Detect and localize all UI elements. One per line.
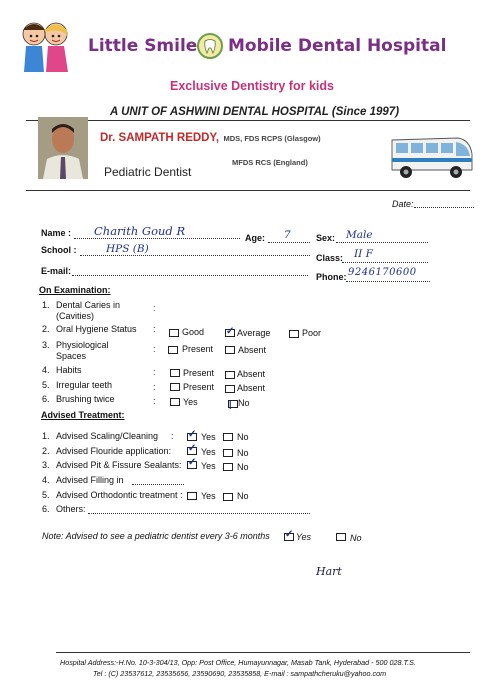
exam-5-present-checkbox[interactable] <box>170 383 180 391</box>
treat-5-no-label: No <box>237 491 249 501</box>
exam-2-colon: : <box>153 324 156 334</box>
note-text: Note: Advised to see a pediatric dentist every 3-6 months <box>42 531 270 541</box>
kids-logo <box>14 16 80 78</box>
exam-2-average-label: Average <box>237 328 271 338</box>
sex-label: Sex: <box>316 233 336 243</box>
doctor-quals: MDS, FDS RCPS (Glasgow) <box>223 134 321 143</box>
treat-4-line <box>132 484 184 485</box>
treat-5-num: 5. <box>42 490 50 500</box>
name-label: Name : <box>41 228 72 238</box>
exam-4-num: 4. <box>42 365 50 375</box>
treat-1-colon: : <box>171 431 174 441</box>
header-rule <box>26 120 470 121</box>
school-line <box>80 255 310 256</box>
exam-2-good-checkbox[interactable] <box>169 329 179 337</box>
tooth-logo-icon <box>196 32 224 60</box>
treat-2-yes-check-mark-icon: ✓ <box>188 443 197 454</box>
exam-6-no-label: No <box>238 398 250 408</box>
date-line <box>414 207 474 208</box>
school-label: School : <box>41 245 77 255</box>
doctor-name: Dr. SAMPATH REDDY, <box>100 132 220 144</box>
email-label: E-mail: <box>41 266 72 276</box>
exam-6-label: Brushing twice <box>56 394 115 404</box>
exam-1-label: Dental Caries in <box>56 300 121 310</box>
exam-5-absent-label: Absent <box>237 383 266 393</box>
exam-3-present-label: Present <box>182 344 214 354</box>
name-line <box>74 238 240 239</box>
treat-3-yes-label: Yes <box>201 461 216 471</box>
doctor-quals-2: MFDS RCS (England) <box>232 158 308 167</box>
treat-6-label: Others: <box>56 504 86 514</box>
treat-1-no-label: No <box>237 432 249 442</box>
bus-illustration <box>388 132 474 180</box>
exam-2-poor-checkbox[interactable] <box>289 330 299 338</box>
exam-6-num: 6. <box>42 394 50 404</box>
exam-5-absent-checkbox[interactable] <box>225 385 235 393</box>
exam-4-label: Habits <box>56 365 82 375</box>
exam-2-average-check-mark-icon: ✓ <box>226 326 235 337</box>
note-yes-label: Yes <box>296 532 312 542</box>
exam-6-colon: : <box>153 396 156 406</box>
exam-3-label2: Spaces <box>56 351 87 361</box>
treat-1-num: 1. <box>42 431 50 441</box>
treat-1-no-checkbox[interactable] <box>223 433 233 441</box>
phone-value: 9246170600 <box>348 267 417 278</box>
sex-value: Male <box>346 229 373 241</box>
exam-3-colon: : <box>153 344 156 354</box>
exam-4-absent-label: Absent <box>237 369 266 379</box>
footer-rule <box>56 652 470 653</box>
exam-6-yes-label: Yes <box>183 397 198 407</box>
class-line <box>342 262 428 263</box>
date-label: Date: <box>392 199 414 209</box>
treat-5-yes-checkbox[interactable] <box>187 492 197 500</box>
age-line <box>268 242 310 243</box>
exam-2-label: Oral Hygiene Status <box>56 324 137 334</box>
doctor-name-line <box>100 128 321 146</box>
exam-1-colon: : <box>153 303 156 313</box>
exam-5-present-label: Present <box>183 382 215 392</box>
treat-5-no-checkbox[interactable] <box>223 493 233 501</box>
treat-3-no-label: No <box>237 462 249 472</box>
exam-4-present-checkbox[interactable] <box>170 369 180 377</box>
treat-2-num: 2. <box>42 446 50 456</box>
treat-3-yes-check-mark-icon: ✓ <box>188 457 197 468</box>
exam-4-colon: : <box>153 367 156 377</box>
footer-contact: Tel : (C) 23537612, 23535656, 23590690, 23535858, E-mail : sampathcheruku@yahoo.com <box>93 669 387 678</box>
exam-3-present-checkbox[interactable] <box>168 346 178 354</box>
signature: Hart <box>316 565 342 578</box>
exam-6-no-check-mark-icon: | <box>229 399 232 409</box>
exam-3-absent-label: Absent <box>238 345 267 355</box>
exam-4-absent-checkbox[interactable] <box>225 371 235 379</box>
note-no-checkbox[interactable] <box>336 533 346 541</box>
examination-heading: On Examination: <box>39 285 111 295</box>
exam-3-absent-checkbox[interactable] <box>225 346 235 354</box>
treat-3-num: 3. <box>42 460 50 470</box>
exam-4-present-label: Present <box>183 368 215 378</box>
treat-4-label: Advised Filling in <box>56 475 124 485</box>
phone-label: Phone: <box>316 272 347 282</box>
age-value: 7 <box>284 229 291 241</box>
brand-title-right: Mobile Dental Hospital <box>228 36 447 56</box>
exam-1-label2: (Cavities) <box>56 311 95 321</box>
phone-line <box>346 281 430 282</box>
exam-3-label: Physiological <box>56 340 109 350</box>
treat-2-no-label: No <box>237 448 249 458</box>
exam-1-num: 1. <box>42 300 50 310</box>
exam-6-yes-checkbox[interactable] <box>170 398 180 406</box>
treat-1-yes-check-mark-icon: ✓ <box>188 429 197 440</box>
treat-5-label: Advised Orthodontic treatment : <box>56 490 183 500</box>
class-label: Class: <box>316 253 344 263</box>
sex-line <box>336 242 428 243</box>
email-line <box>72 275 308 276</box>
school-value: HPS (B) <box>106 243 149 255</box>
note-yes-check-mark-icon: ✓ <box>285 529 294 540</box>
unit-line: A UNIT OF ASHWINI DENTAL HOSPITAL (Since 1997) <box>110 106 400 118</box>
treat-4-num: 4. <box>42 475 50 485</box>
footer-address: Hospital Address:-H.No. 10-3-304/13, Opp: Post Office, Humayunnagar, Masab Tank, Hyderabad - 500 028.T.S. <box>60 658 416 667</box>
tagline: Exclusive Dentistry for kids <box>170 79 334 93</box>
treat-3-label: Advised Pit & Fissure Sealants: <box>56 460 182 470</box>
exam-2-num: 2. <box>42 324 50 334</box>
class-value: II F <box>354 248 373 260</box>
treat-6-line <box>88 513 310 514</box>
age-label: Age: <box>245 233 265 243</box>
treat-2-label: Advised Flouride application: <box>56 446 172 456</box>
doctor-role: Pediatric Dentist <box>104 165 192 179</box>
exam-2-poor-label: Poor <box>302 328 322 338</box>
treat-1-label: Advised Scaling/Cleaning <box>56 431 159 441</box>
exam-5-num: 5. <box>42 380 50 390</box>
treatment-heading: Advised Treatment: <box>41 410 125 420</box>
name-value: Charith Goud R <box>94 224 186 238</box>
exam-2-good-label: Good <box>182 327 205 337</box>
treat-2-no-checkbox[interactable] <box>223 449 233 457</box>
exam-5-colon: : <box>153 382 156 392</box>
treat-5-yes-label: Yes <box>201 491 216 501</box>
doctor-rule <box>26 190 470 191</box>
exam-3-num: 3. <box>42 340 50 350</box>
exam-5-label: Irregular teeth <box>56 380 113 390</box>
brand-title-left: Little Smile <box>88 36 198 56</box>
treat-3-no-checkbox[interactable] <box>223 463 233 471</box>
treat-6-num: 6. <box>42 504 50 514</box>
treat-2-yes-label: Yes <box>201 447 216 457</box>
doctor-photo <box>38 117 88 179</box>
note-no-label: No <box>350 533 362 543</box>
treat-1-yes-label: Yes <box>201 432 216 442</box>
